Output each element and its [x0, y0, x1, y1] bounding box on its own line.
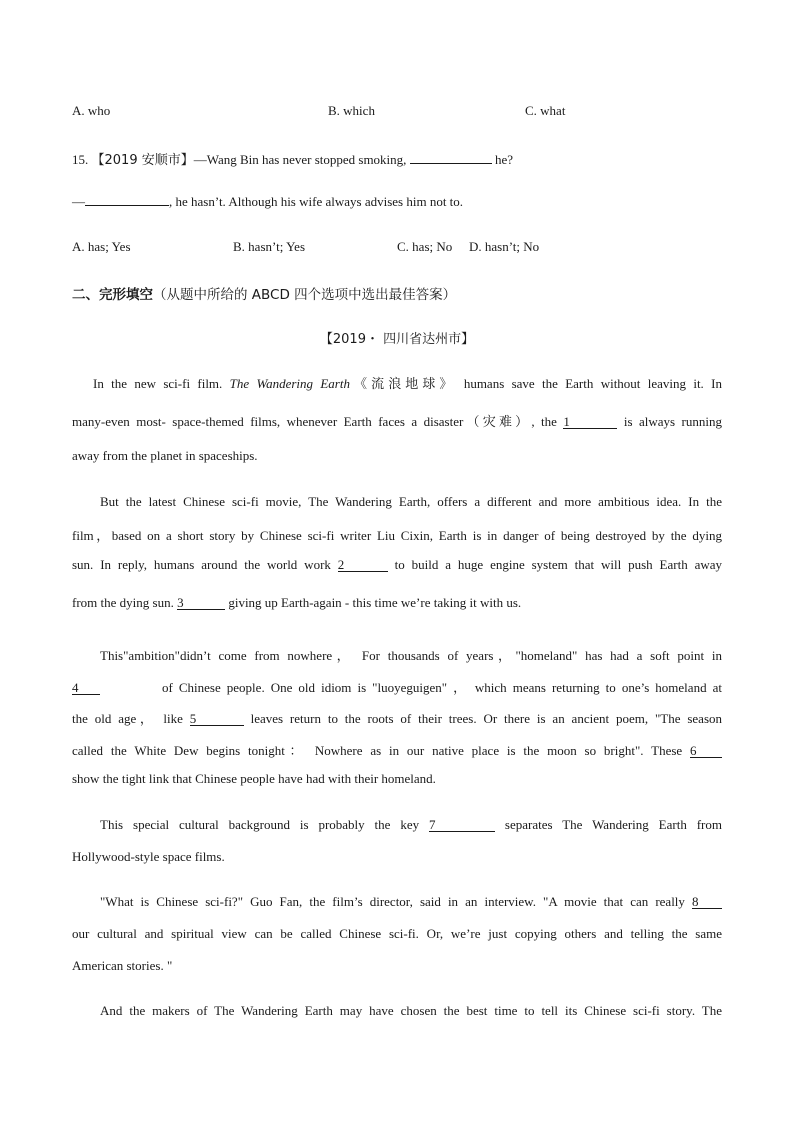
- blank-5: 5: [190, 713, 244, 726]
- p4-text: This special cultural background is probably the key: [100, 817, 429, 832]
- passage-source: 【2019・ 四川省达州市】: [319, 332, 475, 347]
- p3-text: of Chinese people. One old idiom is "luoyeguigen" ， which means returning to one’s homeland at: [162, 680, 722, 695]
- q15-option-c: C. has; No: [397, 239, 453, 254]
- q15-source: 【2019 安顺市】: [91, 153, 194, 168]
- p3-text-2: the old age， like: [72, 711, 190, 726]
- p2-line-1: But the latest Chinese sci-fi movie, The Wandering Earth, offers a different and more ambitious idea. In the: [100, 494, 722, 509]
- q15-stem-tail: he?: [491, 152, 513, 167]
- p3-line-1: This"ambition"didn’t come from nowhere， For thousands of years，"homeland" has had a soft point in: [100, 648, 722, 663]
- q14-option-a: A. who: [72, 103, 111, 118]
- p1-line-3: away from the planet in spaceships.: [72, 448, 258, 463]
- q15-reply: [72, 194, 463, 210]
- q15-stem-text: —Wang Bin has never stopped smoking,: [193, 152, 410, 167]
- p1-line-1: [93, 373, 722, 392]
- p2-line-3: [72, 557, 722, 573]
- p2-text-3: from the dying sun.: [72, 595, 178, 610]
- p2-text-4: giving up Earth-again - this time we’re taking it with us.: [225, 595, 522, 610]
- p1-text-4: is always running: [617, 414, 722, 429]
- p4-line-1: [100, 817, 722, 833]
- p3-text-3: leaves return to the roots of their trees. Or there is an ancient poem, "The season: [243, 711, 722, 726]
- p2-line-4: [72, 595, 722, 611]
- p2-line-2: film，based on a short story by Chinese sci-fi writer Liu Cixin, Earth is in danger of being destroyed by the dying: [72, 528, 722, 543]
- q15-option-b: B. hasn’t; Yes: [233, 239, 306, 254]
- blank-8: 8: [692, 896, 722, 909]
- q15-number: 15.: [72, 152, 89, 167]
- q14-option-c: C. what: [525, 103, 566, 118]
- q15-option-a: A. has; Yes: [72, 239, 131, 254]
- p1-text-2: humans save the Earth without leaving it. In: [456, 376, 722, 391]
- p4-line-2: Hollywood-style space films.: [72, 849, 225, 864]
- p5-line-3: American stories. ": [72, 958, 173, 973]
- p3-line-4: [72, 740, 722, 759]
- section-instruction: （从题中所给的 ABCD 四个选项中选出最佳答案）: [153, 287, 457, 303]
- q15-stem: [72, 149, 513, 168]
- blank-2: 2: [338, 559, 388, 572]
- q15-reply-text: , he hasn’t. Although his wife always advises him not to.: [169, 194, 464, 209]
- blank-1: 1: [563, 416, 617, 429]
- film-title-chinese: 《流浪地球》: [349, 377, 457, 392]
- p5-text: "What is Chinese sci-fi?" Guo Fan, the film’s director, said in an interview. "A movie that can really: [100, 894, 692, 909]
- p3-line-3: [72, 708, 722, 727]
- q15-reply-dash: —: [72, 194, 85, 209]
- q14-option-b: B. which: [328, 103, 375, 118]
- p1-text: In the new sci-fi film.: [93, 376, 230, 391]
- q15-option-d: D. hasn’t; No: [469, 239, 540, 254]
- p4-text-2: separates The Wandering Earth from: [495, 817, 723, 832]
- p2-text-2: to build a huge engine system that will push Earth away: [387, 557, 722, 572]
- p6-line-1: And the makers of The Wandering Earth may have chosen the best time to tell its Chinese sci-fi story. The: [100, 1003, 722, 1018]
- p2-text: sun. In reply, humans around the world work: [72, 557, 338, 572]
- q15-blank-1: [410, 163, 492, 164]
- blank-6: 6: [690, 745, 722, 758]
- p1-line-2: [72, 411, 722, 430]
- film-title: The Wandering Earth: [229, 376, 350, 391]
- p3-text-4: called the White Dew begins tonight： Nowhere as in our native place is the moon so bright". These: [72, 743, 690, 758]
- q15-blank-2: [85, 205, 169, 206]
- section-heading: [72, 283, 456, 303]
- p5-line-1: [100, 894, 722, 910]
- p3-line-2: [72, 677, 722, 696]
- section-title: 二、完形填空: [72, 287, 153, 303]
- blank-7: 7: [429, 819, 495, 832]
- blank-3: 3: [177, 597, 225, 610]
- p3-line-5: show the tight link that Chinese people have had with their homeland.: [72, 771, 436, 786]
- blank-4: 4: [72, 682, 100, 695]
- p1-text-3: many-even most- space-themed films, whenever Earth faces a disaster（灾难）, the: [72, 414, 564, 429]
- p5-line-2: our cultural and spiritual view can be called Chinese sci-fi. Or, we’re just copying others and telling the same: [72, 926, 722, 941]
